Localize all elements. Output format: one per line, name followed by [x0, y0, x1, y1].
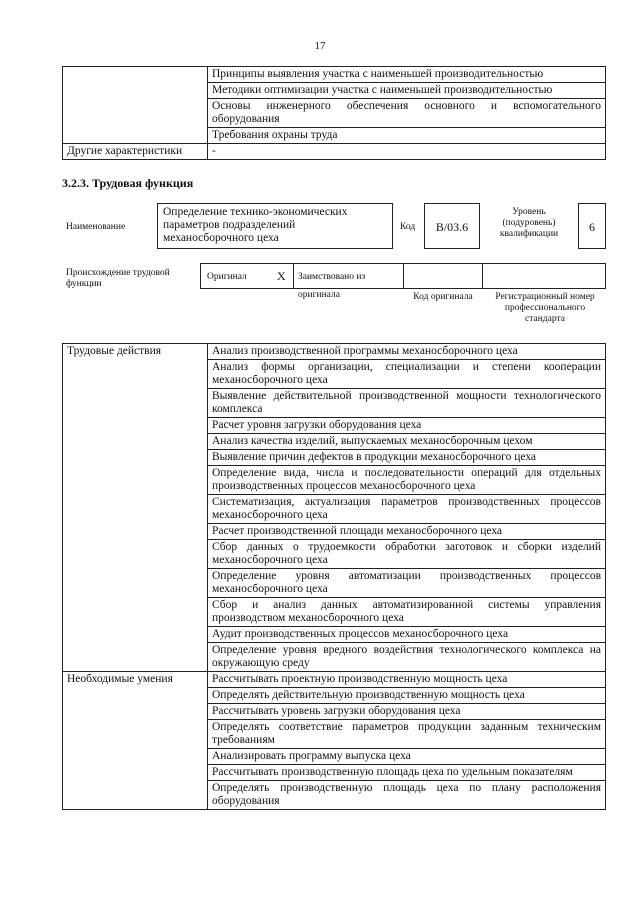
original-mark: X: [277, 269, 286, 283]
list-item: Определять соответствие параметров продукции заданным техническим требованиям: [208, 720, 606, 749]
table-cell: Принципы выявления участка с наименьшей производительностью: [208, 67, 606, 83]
section-heading: 3.2.3. Трудовая функция: [62, 176, 194, 190]
origin-label: Происхождение трудовой функции: [66, 268, 170, 289]
list-item: Анализ формы организации, специализации и степени кооперации механосборочного цеха: [208, 360, 606, 389]
table-row: [63, 344, 606, 360]
list-item: Выявление причин дефектов в продукции механосборочного цеха: [208, 450, 606, 466]
function-details-table: [62, 343, 606, 810]
list-item: Определение уровня вредного воздействия технологического комплекса на окружающую среду: [208, 643, 606, 672]
list-item: Рассчитывать производственную площадь цеха по удельным показателям: [208, 765, 606, 781]
list-item: Анализировать программу выпуска цеха: [208, 749, 606, 765]
list-item: Определение уровня автоматизации производственных процессов механосборочного цеха: [208, 569, 606, 598]
table-row: [63, 67, 606, 83]
registration-number-cell: [482, 263, 606, 289]
list-item: Расчет производственной площади механосборочного цеха: [208, 524, 606, 540]
code-value: B/03.6: [424, 203, 480, 249]
row-label: Другие характеристики: [63, 144, 208, 160]
code-caption: Код оригинала: [413, 292, 473, 302]
original-label: Оригинал: [207, 272, 247, 282]
top-characteristics-table: [62, 66, 606, 160]
list-item: Определять производственную площадь цеха по плану расположения оборудования: [208, 781, 606, 810]
table-cell: Требования охраны труда: [208, 128, 606, 144]
table-row: [63, 144, 606, 160]
list-item: Рассчитывать уровень загрузки оборудования цеха: [208, 704, 606, 720]
name-value: Определение технико-экономических параметров подразделений механосборочного цеха: [157, 203, 393, 249]
level-label: Уровень (подуровень) квалификации: [499, 207, 559, 239]
list-item: Рассчитывать проектную производственную мощность цеха: [208, 672, 606, 688]
list-item: Анализ качества изделий, выпускаемых механосборочным цехом: [208, 434, 606, 450]
table-cell: -: [208, 144, 606, 160]
table-cell: Методики оптимизации участка с наименьшей производительностью: [208, 83, 606, 99]
section-label: Трудовые действия: [63, 344, 208, 672]
code-label: Код: [400, 222, 416, 232]
list-item: Систематизация, актуализация параметров производственных процессов механосборочного цеха: [208, 495, 606, 524]
list-item: Расчет уровня загрузки оборудования цеха: [208, 418, 606, 434]
original-cell: [200, 263, 294, 289]
row-label: [63, 67, 208, 144]
list-item: Определение вида, числа и последовательности операций для отдельных производственных процессов механосборочного цеха: [208, 466, 606, 495]
name-label: Наименование: [66, 222, 126, 232]
borrowed-cell: [293, 263, 404, 300]
page-number: 17: [314, 40, 326, 52]
section-label: Необходимые умения: [63, 672, 208, 810]
table-row: [63, 672, 606, 688]
list-item: Сбор данных о трудоемкости обработки заготовок и сборки изделий механосборочного цеха: [208, 540, 606, 569]
list-item: Выявление действительной производственной мощности технологического комплекса: [208, 389, 606, 418]
list-item: Определять действительную производственную мощность цеха: [208, 688, 606, 704]
list-item: Аудит производственных процессов механосборочного цеха: [208, 627, 606, 643]
table-cell: Основы инженерного обеспечения основного и вспомогательного оборудования: [208, 99, 606, 128]
list-item: Сбор и анализ данных автоматизированной системы управления производством механосборочного цеха: [208, 598, 606, 627]
list-item: Анализ производственной программы механосборочного цеха: [208, 344, 606, 360]
borrowed-label: Заимствовано из оригинала: [298, 272, 366, 300]
level-value: 6: [578, 203, 606, 249]
original-code-cell: [403, 263, 483, 289]
registration-caption: Регистрационный номер профессионального стандарта: [495, 292, 595, 324]
